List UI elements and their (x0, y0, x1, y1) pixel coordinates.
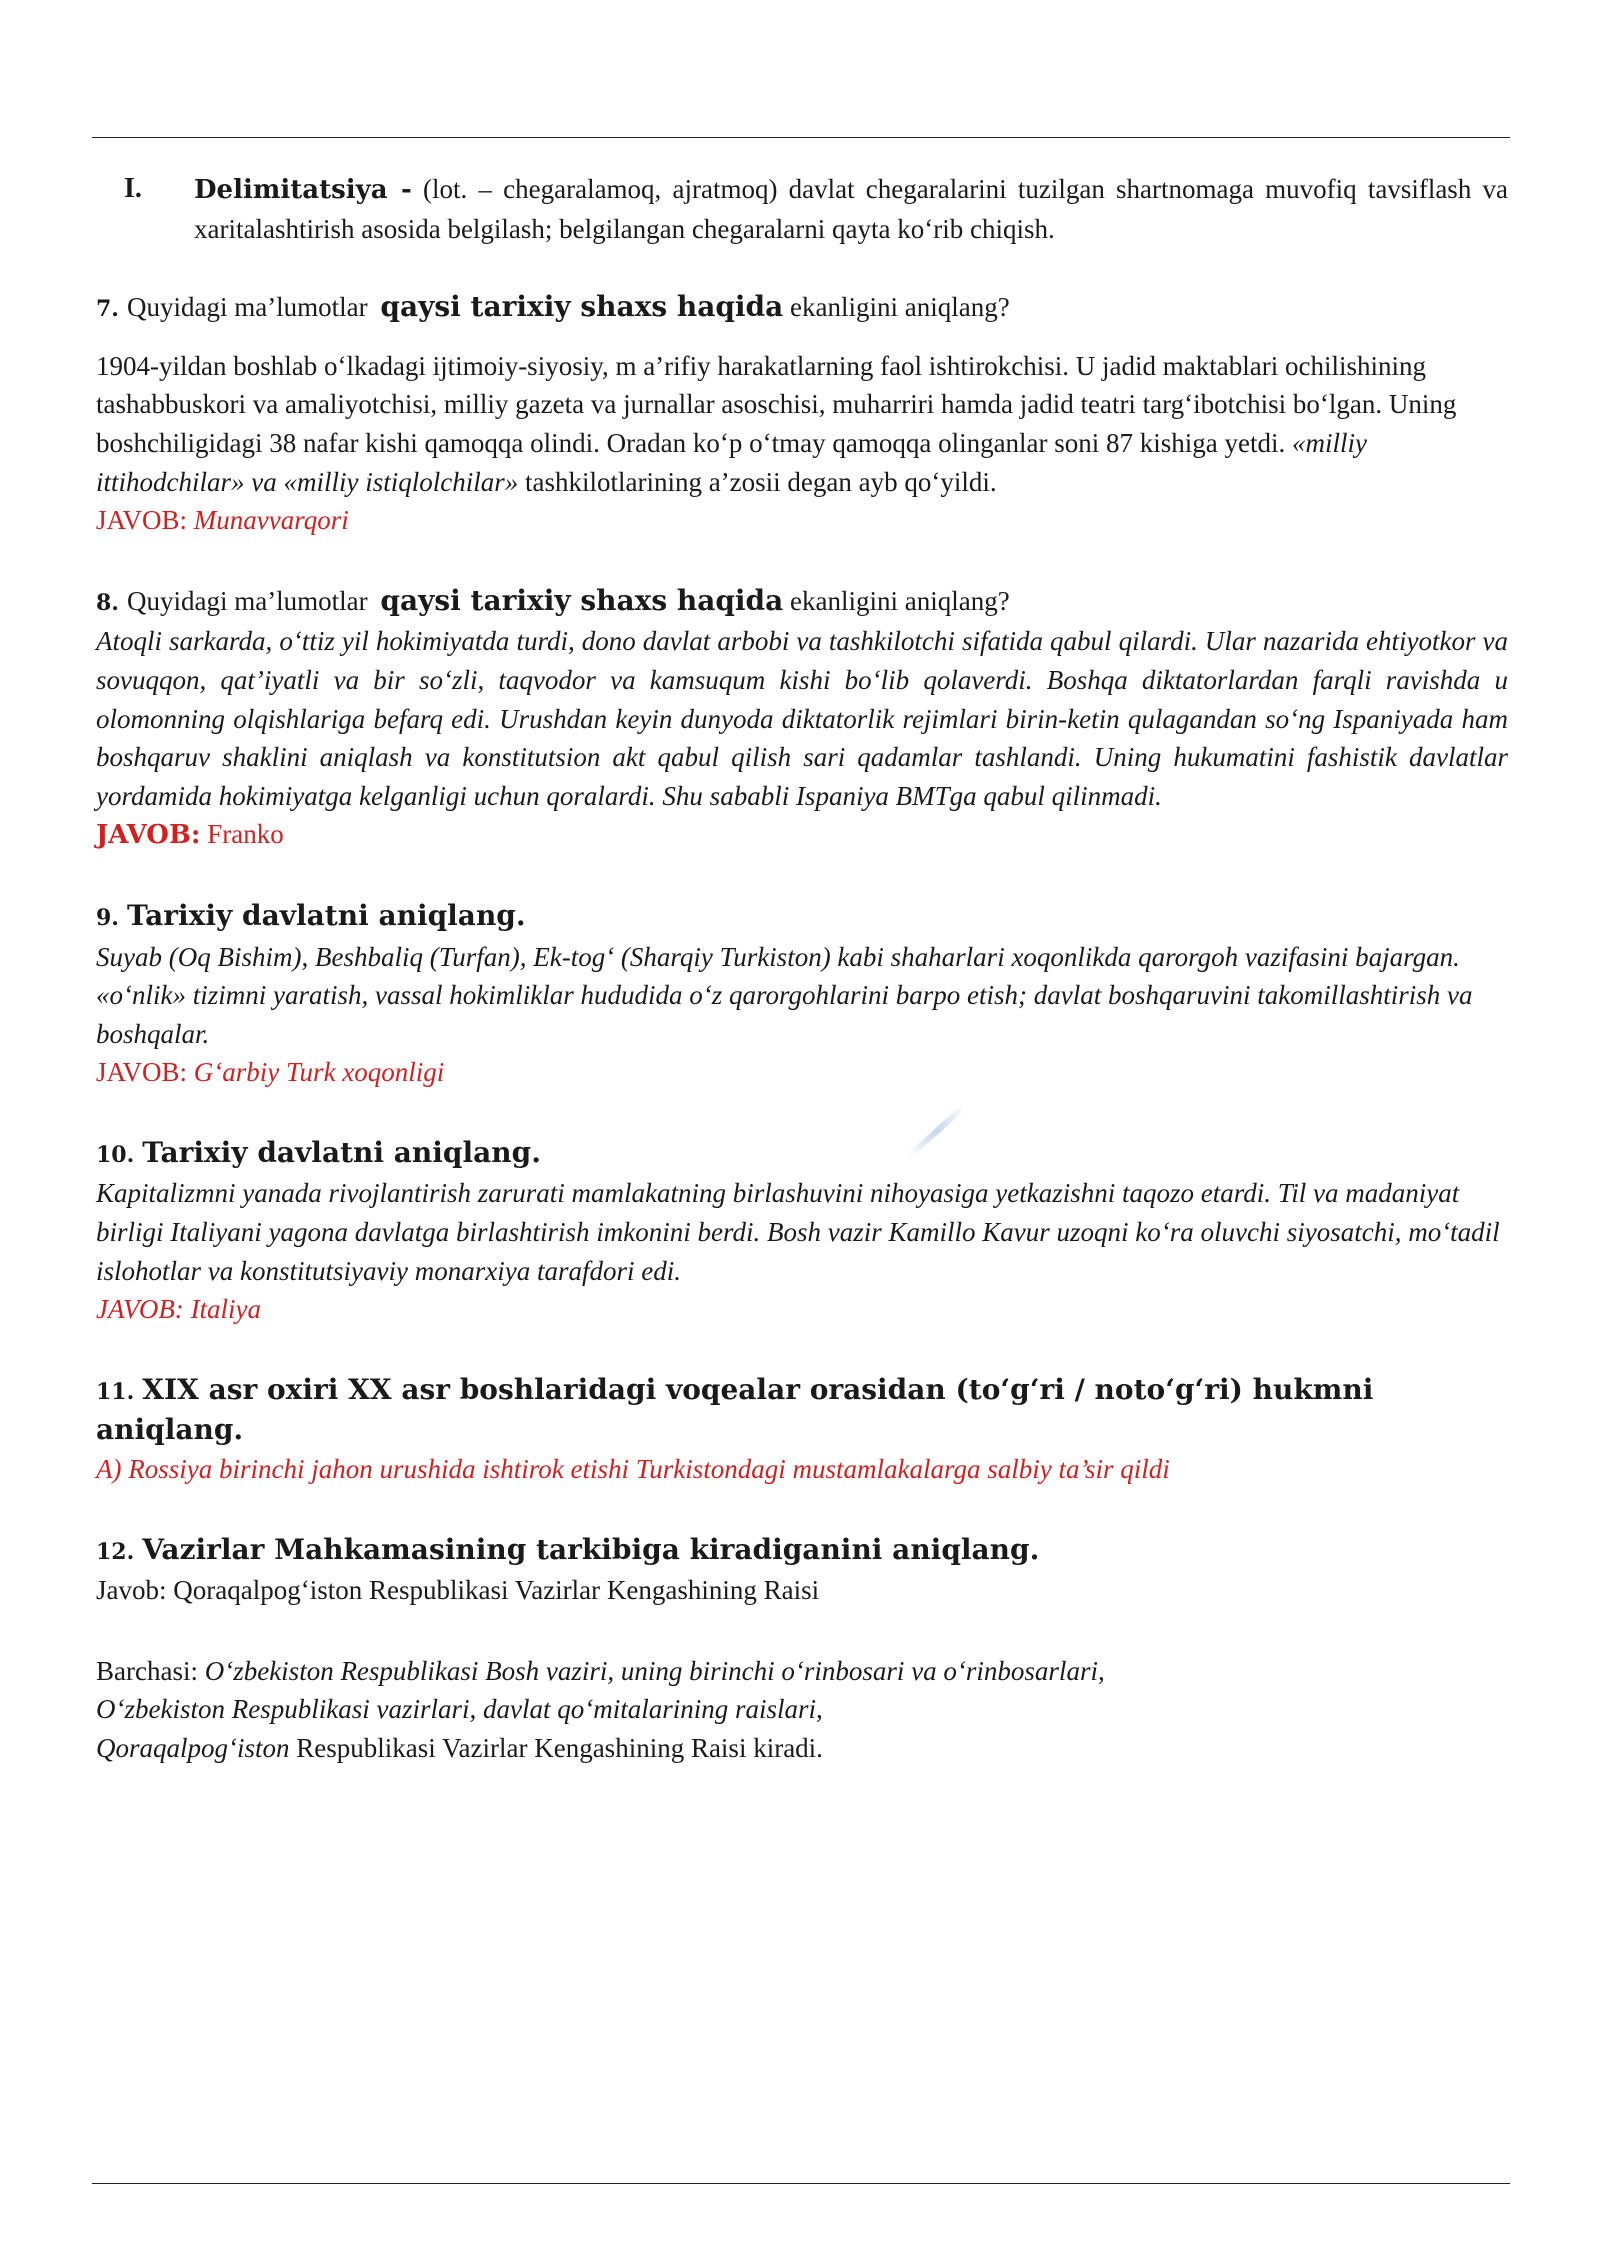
all-label: Barchasi: (96, 1655, 198, 1686)
question-number: 9. (96, 904, 119, 931)
question-10-body: Kapitalizmni yanada rivojlantirish zarurati mamlakatning birlashuvini nihoyasiga yetkazishni taqozo etardi. Til va madaniyat birligi Italiyani yagona davlatga birlashtirish imkonini berdi. Bosh vazir Kamillo Kavur uzoqni ko‘ra oluvchi siyosatchi, mo‘tadil islohotlar va konstitutsiyaviy monarxiya tarafdori edi. (96, 1178, 1500, 1286)
question-7-body (96, 347, 1508, 501)
question-title: Tarixiy davlatni aniqlang. (126, 898, 526, 932)
all-text-3: Respublikasi Vazirlar Kengashining Raisi kiradi. (289, 1733, 823, 1763)
answer-value: G‘arbiy Turk xoqonligi (193, 1057, 445, 1088)
definition-text (194, 170, 1508, 248)
answer-value: Munavvarqori (193, 505, 349, 536)
question-12-heading (96, 1531, 1508, 1572)
answer-value: Italiya (190, 1294, 262, 1325)
question-7-answer (96, 501, 1508, 540)
question-prefix: Quyidagi ma’lumotlar (126, 585, 368, 616)
answer-label: JAVOB: (96, 1294, 184, 1325)
roman-numeral: I. (124, 173, 142, 204)
question-12-all-line3 (96, 1729, 1508, 1768)
question-suffix: ekanligini aniqlang? (790, 292, 1010, 323)
body-end: tashkilotlarining a’zosii degan ayb qo‘yildi. (524, 466, 997, 497)
question-number: 10. (96, 1141, 135, 1168)
question-10-heading (96, 1134, 1508, 1175)
question-9-body: Suyab (Oq Bishim), Beshbaliq (Turfan), Ek-tog‘ (Sharqiy Turkiston) kabi shaharlari xoqonlikda qarorgoh vazifasini bajargan. «o‘nlik» tizimni yaratish, vassal hokimliklar hududida o‘z qarorgohlarini barpo etish; davlat boshqaruvini takomillashtirish va boshqalar. (96, 941, 1473, 1049)
question-10-answer (96, 1290, 1508, 1329)
question-12-all-line1 (96, 1652, 1508, 1691)
question-strong: qaysi tarixiy shaxs haqida (380, 583, 784, 617)
question-8-body: Atoqli sarkarda, o‘ttiz yil hokimiyatda turdi, dono davlat arbobi va tashkilotchi sifatida qabul qilardi. Ular nazarida ehtiyotkor va sovuqqon, qat’iyatli va bir so‘zli, taqvodor va kamsuqum kishi bo‘lib qolaverdi. Boshqa diktatorlardan farqli ravishda u olomonning olqishlariga befarq edi. Urushdan keyin dunyoda diktatorlik rejimlari birin-ketin qulagandan so‘ng Ispaniyada ham boshqaruv shaklini aniqlash va konstitutsion akt qabul qilish sari qadamlar tashlandi. Uning hukumatini fashistik davlatlar yordamida hokimiyatga kelganligi uchun qoralardi. Shu sababli Ispaniya BMTga qabul qilinmadi. (96, 626, 1508, 811)
body-italic: «milliy ittihodchilar» va «milliy istiqlolchilar» (96, 427, 1368, 497)
definition-body: (lot. – chegaralamoq, ajratmoq) davlat chegaralarini tuzilgan shartnomaga muvofiq tavsiflash va xaritalashtirish asosida belgilash; belgilangan chegaralarni qayta ko‘rib chiqish. (194, 174, 1508, 244)
question-8-answer (96, 815, 1508, 855)
question-title: XIX asr oxiri XX asr boshlaridagi voqealar orasidan (to‘g‘ri / noto‘g‘ri) hukmni aniqlang. (96, 1372, 1374, 1447)
question-number: 12. (96, 1538, 135, 1565)
definition-term: Delimitatsiya - (194, 175, 412, 205)
question-7-heading (96, 288, 1508, 329)
all-text-1: O‘zbekiston Respublikasi Bosh vaziri, uning birinchi o‘rinbosari va o‘rinbosarlari, (204, 1655, 1105, 1686)
question-number: 11. (96, 1378, 135, 1405)
question-12-all-line2: O‘zbekiston Respublikasi vazirlari, davlat qo‘mitalarining raislari, (96, 1694, 823, 1725)
all-text-3-italic: Qoraqalpog‘iston (96, 1733, 290, 1763)
answer-value: Franko (207, 819, 284, 850)
question-8-heading (96, 582, 1508, 623)
question-12-answer: Javob: Qoraqalpog‘iston Respublikasi Vazirlar Kengashining Raisi (96, 1575, 820, 1606)
answer-label: JAVOB: (96, 505, 188, 536)
header-rule (92, 137, 1510, 138)
answer-label: JAVOB: (96, 1057, 188, 1088)
page-content (96, 170, 1508, 1768)
footer-rule (92, 2183, 1510, 2184)
question-number: 8. (96, 589, 119, 616)
question-11-heading (96, 1371, 1508, 1450)
body-text: 1904-yildan boshlab o‘lkadagi ijtimoiy-siyosiy, m a’rifiy harakatlarning faol ishtirokchisi. U jadid maktablari ochilishining tashabbuskori va amaliyotchisi, milliy gazeta va jurnallar asoschisi, muharriri hamda jadid teatri targ‘ibotchisi bo‘lgan. Uning boshchiligidagi 38 nafar kishi qamoqqa olindi. Oradan ko‘p o‘tmay qamoqqa olinganlar soni 87 kishiga yetdi. (96, 350, 1457, 458)
question-11-answer: A) Rossiya birinchi jahon urushida ishtirok etishi Turkistondagi mustamlakalarga salbiy ta’sir qildi (96, 1454, 1170, 1485)
question-number: 7. (96, 296, 119, 323)
answer-label: JAVOB: (96, 820, 201, 851)
question-strong: qaysi tarixiy shaxs haqida (380, 290, 784, 324)
question-9-answer (96, 1053, 1508, 1092)
question-title: Tarixiy davlatni aniqlang. (142, 1135, 541, 1169)
question-title: Vazirlar Mahkamasining tarkibiga kiradiganini aniqlang. (142, 1532, 1040, 1566)
definition-block (96, 170, 1508, 248)
question-suffix: ekanligini aniqlang? (790, 585, 1010, 616)
question-9-heading (96, 897, 1508, 938)
question-prefix: Quyidagi ma’lumotlar (126, 292, 368, 323)
